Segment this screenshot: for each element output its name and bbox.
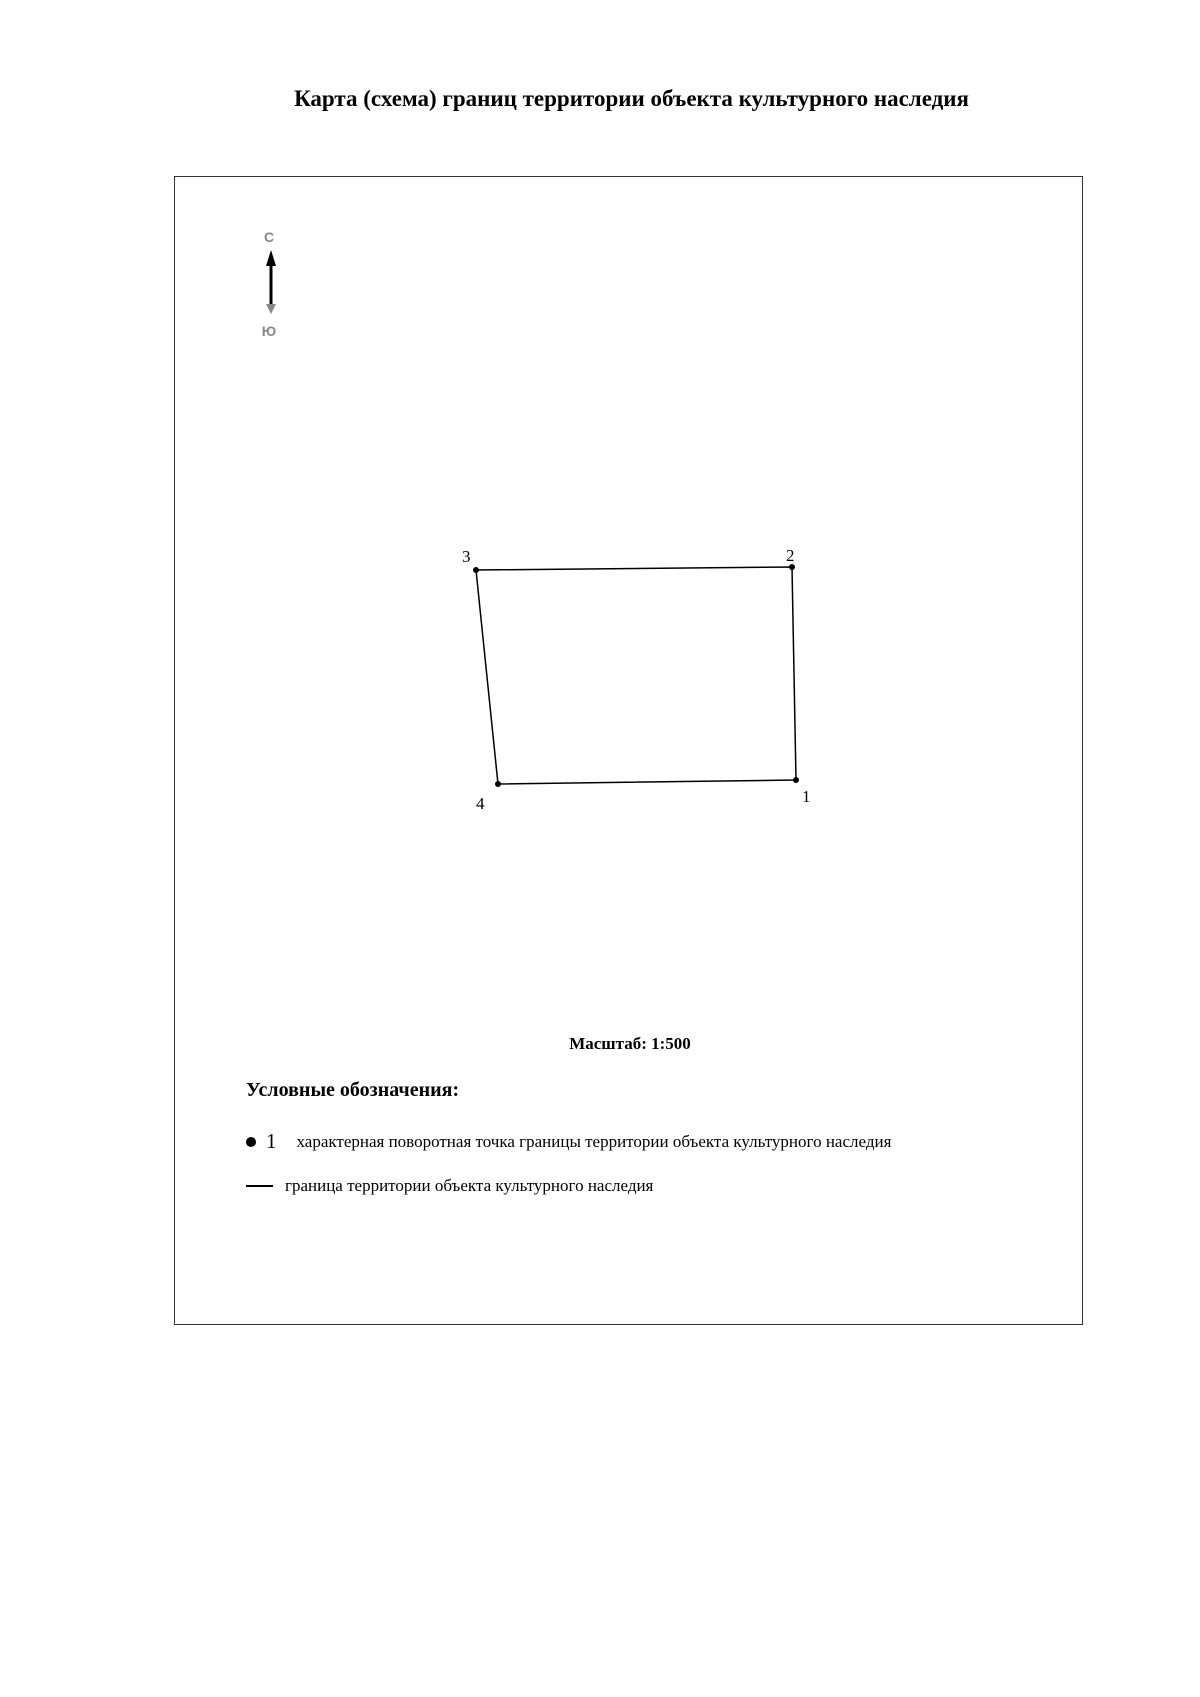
boundary-point-marker	[793, 777, 799, 783]
legend-point-number: 1	[266, 1129, 277, 1153]
boundary-line-icon	[246, 1185, 273, 1187]
boundary-point-marker	[473, 567, 479, 573]
compass-south-label: Ю	[261, 323, 277, 339]
boundary-point-marker	[495, 781, 501, 787]
boundary-point-label: 4	[476, 794, 485, 813]
boundary-point-label: 1	[802, 787, 811, 806]
point-marker-icon	[246, 1137, 256, 1147]
north-arrow	[262, 229, 276, 339]
boundary-point-4	[476, 781, 501, 813]
north-arrow-head-icon	[266, 250, 276, 266]
legend-title: Условные обозначения:	[246, 1079, 460, 1101]
legend-point-text: характерная поворотная точка границы территории объекта культурного наследия	[296, 1131, 892, 1151]
legend-item-line	[246, 1176, 653, 1196]
boundary-point-label: 3	[462, 547, 471, 566]
south-arrow-tail-icon	[266, 304, 276, 314]
map-title: Карта (схема) границ территории объекта культурного наследия	[294, 86, 969, 111]
boundary-point-3	[462, 547, 479, 573]
heritage-boundary-line	[476, 567, 796, 784]
boundary-point-label: 2	[786, 546, 795, 565]
map-scale: Масштаб: 1:500	[569, 1034, 691, 1053]
legend-line-text: граница территории объекта культурного наследия	[285, 1176, 654, 1195]
boundary-point-1	[793, 777, 811, 806]
legend-item-point	[246, 1129, 891, 1154]
compass-north-label: С	[263, 229, 275, 245]
